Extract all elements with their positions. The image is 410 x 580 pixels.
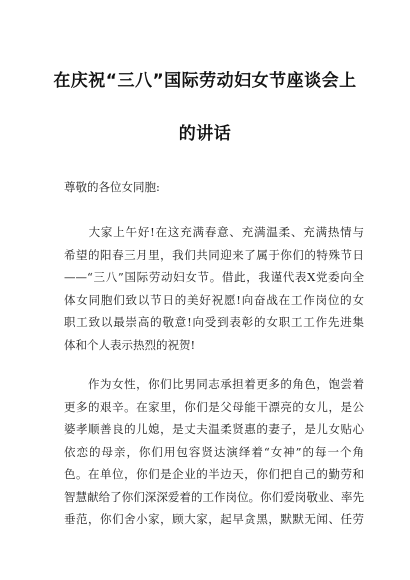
paragraph-line: 垂范，你们舍小家，顾大家，起早贪黑，默默无闻、任劳	[64, 512, 364, 526]
paragraph-line: ——“三八”国际劳动妇女节。借此，我谨代表X党委向全	[64, 270, 364, 284]
document-title-line-1: 在庆祝“三八”国际劳动妇女节座谈会上	[53, 71, 357, 91]
document-title-line-2: 的讲话	[178, 124, 232, 144]
paragraph-line: 职工致以最崇高的敬意!向受到表彰的女职工工作先进集	[64, 315, 364, 329]
salutation: 尊敬的各位女同胞:	[64, 180, 160, 194]
paragraph-line: 婆孝顺善良的儿媳，是丈夫温柔贤惠的妻子，是儿女贴心	[64, 422, 364, 436]
paragraph-line: 智慧献给了你们深深爱着的工作岗位。你们爱岗敬业、率先	[64, 489, 364, 504]
paragraph-line: 作为女性，你们比男同志承担着更多的角色，饱尝着	[64, 377, 364, 391]
paragraph-line: 体和个人表示热烈的祝贺!	[64, 337, 196, 352]
paragraph-greeting	[64, 221, 364, 356]
paragraph-roles	[64, 373, 364, 531]
paragraph-line: 体女同胞们致以节日的美好祝愿!向奋战在工作岗位的女	[64, 292, 364, 307]
paragraph-line: 大家上午好!在这充满春意、充满温柔、充满热情与	[64, 225, 364, 239]
paragraph-line: 色。在单位，你们是企业的半边天，你们把自己的勤劳和	[64, 467, 364, 481]
paragraph-line: 依恋的母亲，你们用包容贤达演绎着“女神”的每一个角	[64, 444, 364, 459]
paragraph-line: 更多的艰辛。在家里，你们是父母能干漂亮的女儿，是公	[64, 399, 364, 414]
paragraph-line: 希望的阳春三月里，我们共同迎来了属于你们的特殊节日	[64, 247, 364, 262]
